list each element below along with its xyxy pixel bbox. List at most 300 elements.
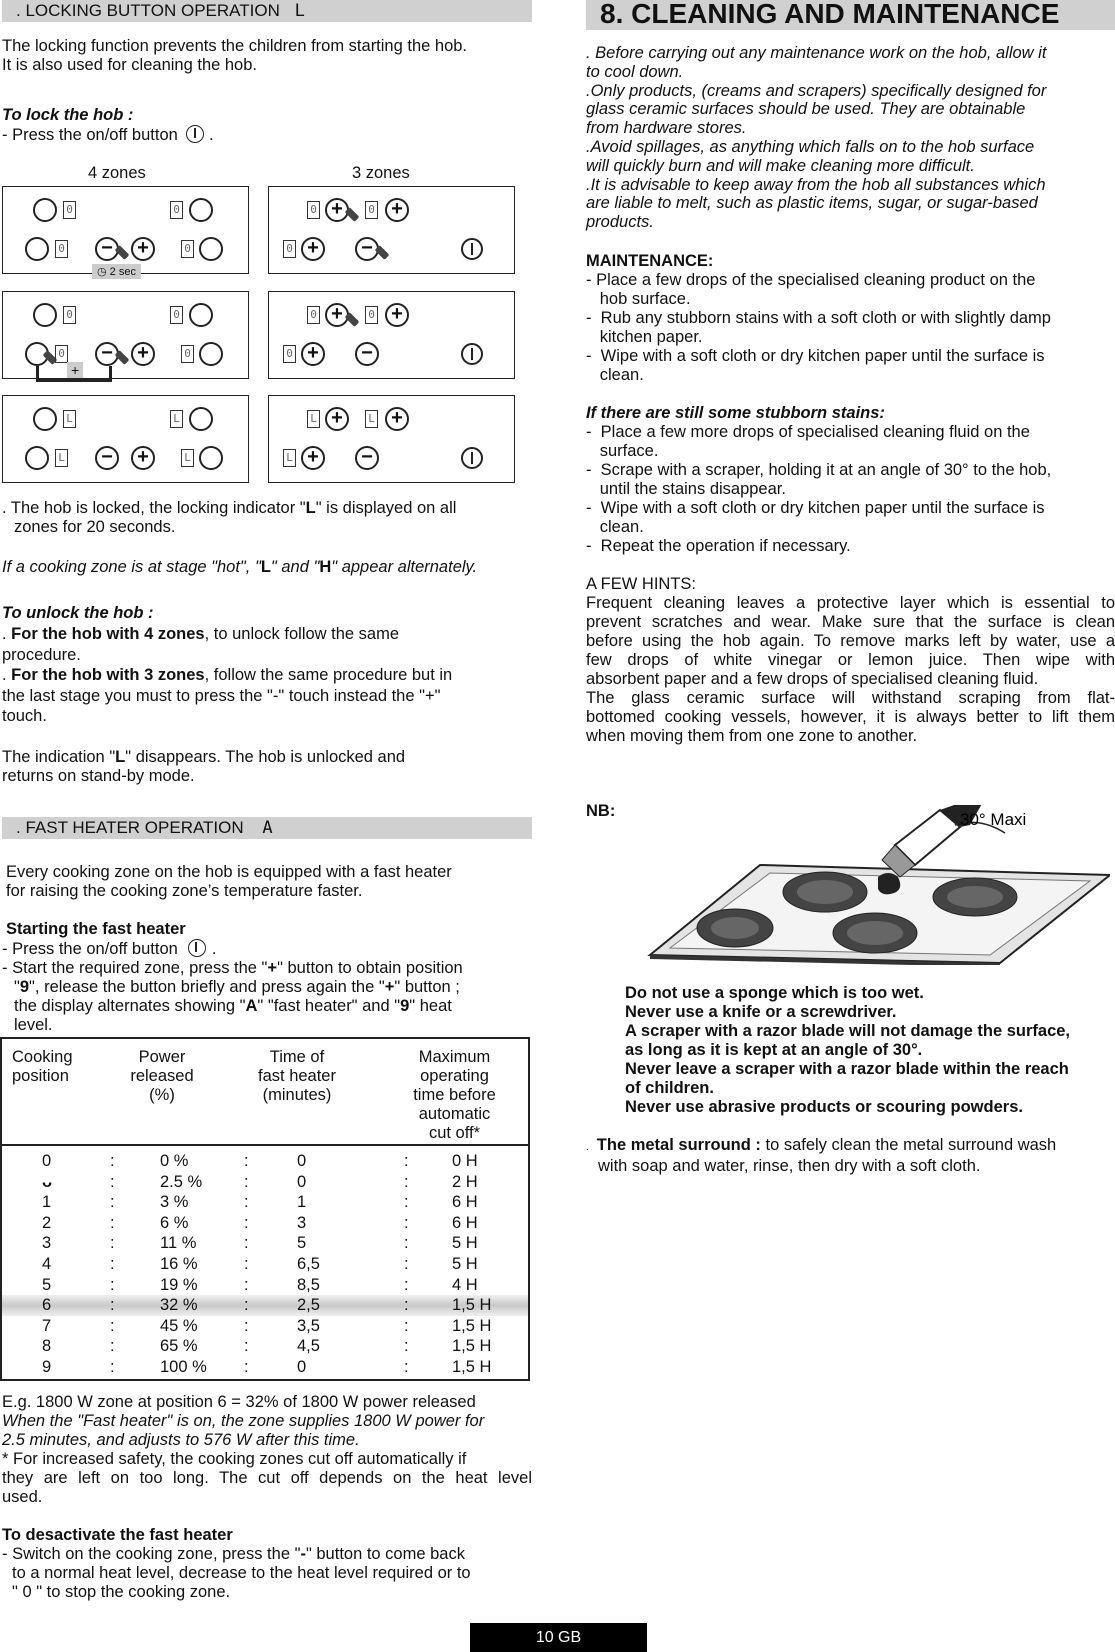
deactivate-heading: To desactivate the fast heater — [2, 1526, 233, 1544]
hot-note — [2, 558, 532, 577]
cell-time: 4,5 — [297, 1337, 320, 1356]
cell-separator: : — [110, 1213, 115, 1232]
warning-line: Do not use a sponge which is too wet. — [625, 984, 924, 1002]
zone-display: 0 — [307, 306, 320, 324]
cell-separator: : — [244, 1316, 249, 1335]
plus-symbol: + — [384, 978, 395, 996]
nb-heading: NB: — [586, 802, 616, 820]
zone-display: 0 — [307, 201, 320, 219]
plus-button-icon: + — [325, 407, 349, 431]
zone-ring-icon — [199, 446, 223, 470]
finger-press-icon — [115, 350, 130, 365]
stubborn-line: - Scrape with a scraper, holding it at an angle of 30° to the hob, — [586, 461, 1052, 479]
cell-time: 3 — [297, 1213, 307, 1232]
maintenance-line: kitchen paper. — [586, 328, 703, 346]
cell-separator: : — [404, 1172, 409, 1191]
fast-heater-indicator-icon: A — [262, 818, 273, 838]
precaution-line: to cool down. — [586, 62, 684, 81]
warning-line: Never use a knife or a screwdriver. — [625, 1003, 897, 1021]
unlock-heading: To unlock the hob : — [2, 604, 154, 622]
plus-button-icon: + — [301, 342, 325, 366]
table-row — [2, 1295, 528, 1316]
example-line: 2.5 minutes, and adjusts to 576 W after this time. — [2, 1431, 360, 1449]
lock-step-text: - Press the on/off button — [2, 126, 178, 144]
hints-heading: A FEW HINTS: — [586, 575, 697, 593]
cell-position: ᴗ — [42, 1172, 53, 1191]
hob-panel-3zones-step1 — [268, 186, 515, 274]
plus-button-icon: + — [131, 237, 155, 261]
header-line: Power — [138, 1048, 186, 1066]
unlock4-text: , to unlock follow the same — [204, 625, 400, 643]
zone-ring-icon — [189, 407, 213, 431]
hot-L: L — [260, 558, 271, 576]
zone-ring-icon — [33, 407, 57, 431]
maintenance-line: - Rub any stubborn stains with a soft cloth or with slightly damp — [586, 309, 1051, 327]
minus-button-icon: − — [355, 237, 379, 261]
hints-text — [586, 594, 1115, 746]
unlock-description — [2, 624, 532, 727]
metal-bold: The metal surround : — [596, 1136, 761, 1154]
cell-position: 9 — [42, 1357, 52, 1376]
cell-position: 5 — [42, 1275, 52, 1294]
step-text: - Press the on/off button — [2, 940, 178, 958]
hint-line: The glass ceramic surface will withstand scraping from flat- — [586, 689, 1115, 707]
cell-power: 100 % — [160, 1357, 207, 1376]
warning-line: A scraper with a razor blade will not damage the surface, — [625, 1022, 1071, 1040]
cell-separator: : — [404, 1316, 409, 1335]
cell-time: 2,5 — [297, 1296, 320, 1315]
cell-time: 3,5 — [297, 1316, 320, 1335]
precaution-line: .It is advisable to keep away from the hob all substances which — [586, 175, 1046, 194]
table-row — [2, 1275, 528, 1296]
deact-text: " button to come back — [305, 1545, 465, 1563]
cell-time: 0 — [297, 1152, 307, 1170]
cell-max-time: 1,5 H — [452, 1357, 492, 1376]
hint-line: few drops of white vinegar or lemon juice. Then wipe with — [586, 651, 1115, 669]
fast-heater-section-header — [2, 817, 532, 839]
hint-line: absorbent paper and a few drops of specialised cleaning fluid. — [586, 670, 1039, 688]
cell-separator: : — [110, 1254, 115, 1273]
indication-L: L — [115, 748, 126, 766]
cell-separator: : — [110, 1316, 115, 1335]
precaution-line: will quickly burn and will make cleaning more difficult. — [586, 156, 975, 175]
zone-ring-icon — [189, 198, 213, 222]
warning-line: Never use abrasive products or scouring powders. — [625, 1098, 1023, 1116]
minus-button-icon: − — [95, 237, 119, 261]
cleaning-section-header — [586, 0, 1115, 30]
nine-symbol: 9 — [400, 997, 410, 1015]
precautions — [586, 44, 1115, 232]
zone-display: 0 — [170, 306, 183, 324]
table-row — [2, 1172, 528, 1193]
cell-separator: : — [110, 1193, 115, 1212]
maintenance-heading: MAINTENANCE: — [586, 252, 714, 270]
precaution-line: glass ceramic surfaces should be used. They are obtainable — [586, 100, 1026, 119]
maintenance-list — [586, 271, 1115, 385]
zone-display: L — [307, 410, 320, 428]
header-line: cut off* — [428, 1124, 481, 1142]
indication-text — [2, 748, 532, 786]
power-icon — [461, 447, 483, 469]
cell-time: 8,5 — [297, 1275, 320, 1294]
A-symbol: A — [245, 997, 258, 1015]
zone-display: 0 — [170, 201, 183, 219]
safety-line: * For increased safety, the cooking zones cut off automatically if — [2, 1450, 467, 1468]
cell-separator: : — [244, 1193, 249, 1212]
cell-position: 7 — [42, 1316, 52, 1335]
locked-text: " is displayed on all — [315, 499, 457, 517]
cell-max-time: 5 H — [452, 1254, 478, 1273]
stubborn-line: clean. — [586, 518, 644, 536]
cell-power: 32 % — [160, 1296, 198, 1315]
lock-heading: To lock the hob : — [2, 106, 134, 124]
cell-separator: : — [244, 1337, 249, 1356]
indication-part: The indication " — [2, 748, 116, 766]
zone-display: L — [181, 449, 194, 467]
cell-separator: : — [244, 1254, 249, 1273]
cell-power: 65 % — [160, 1337, 198, 1356]
cell-separator: : — [404, 1296, 409, 1315]
header-line: released — [130, 1067, 194, 1085]
hint-line: prevent scratches and wear. Make sure that the surface is clean — [586, 613, 1115, 631]
locking-section-title: . LOCKING BUTTON OPERATION — [16, 1, 280, 20]
zones3-label: 3 zones — [352, 164, 410, 182]
stubborn-line: until the stains disappear. — [586, 480, 786, 498]
hint-line: when moving them from one zone to another. — [586, 727, 918, 745]
minus-button-icon: − — [95, 342, 119, 366]
zone-display: 0 — [283, 240, 296, 258]
cell-position: 4 — [42, 1254, 52, 1273]
example-block — [2, 1393, 532, 1507]
cell-power: 16 % — [160, 1254, 198, 1273]
intro-line: Every cooking zone on the hob is equipped with a fast heater — [6, 863, 452, 881]
lock-indicator-icon: L — [294, 1, 305, 21]
cell-separator: : — [110, 1337, 115, 1356]
header-line: Maximum — [418, 1048, 491, 1066]
intro-line: The locking function prevents the children from starting the hob. — [2, 37, 468, 55]
minus-button-icon: − — [355, 342, 379, 366]
plus-button-icon: + — [131, 446, 155, 470]
plus-button-icon: + — [131, 342, 155, 366]
zone-display: L — [63, 410, 76, 428]
cell-separator: : — [110, 1172, 115, 1191]
zone-ring-icon — [199, 342, 223, 366]
cell-separator: : — [404, 1152, 409, 1170]
warning-line: as long as it is kept at an angle of 30°. — [625, 1041, 923, 1059]
locked-L: L — [305, 499, 316, 517]
cell-power: 19 % — [160, 1275, 198, 1294]
maintenance-line: - Place a few drops of the specialised cleaning product on the — [586, 271, 1036, 289]
cell-max-time: 1,5 H — [452, 1296, 492, 1315]
zone-ring-icon — [189, 303, 213, 327]
deactivate-steps — [2, 1545, 532, 1602]
table-header-cooking — [12, 1048, 92, 1086]
zone-ring-icon — [25, 237, 49, 261]
zone-display: 0 — [365, 306, 378, 324]
bullet: . — [2, 625, 12, 643]
unlock4-bold: For the hob with 4 zones — [11, 625, 205, 643]
bullet: . — [586, 1142, 589, 1153]
timer-badge-text: 2 sec — [109, 266, 136, 278]
indication-part: returns on stand-by mode. — [2, 767, 195, 785]
cell-max-time: 1,5 H — [452, 1337, 492, 1356]
table-row — [2, 1357, 528, 1378]
zones4-label: 4 zones — [88, 164, 146, 182]
unlock3-bold: For the hob with 3 zones — [11, 666, 205, 684]
hot-text: " appear alternately. — [331, 558, 478, 576]
angle-label: 30° Maxi — [960, 810, 1027, 829]
plus-button-icon: + — [325, 303, 349, 327]
zone-display: 0 — [181, 345, 194, 363]
safety-line: used. — [2, 1488, 43, 1506]
deact-text: " 0 " to stop the cooking zone. — [12, 1583, 231, 1601]
header-line: Cooking — [12, 1048, 73, 1066]
page-number: 10 GB — [470, 1623, 647, 1652]
power-icon — [461, 238, 483, 260]
cell-time: 1 — [297, 1193, 307, 1212]
intro-line: for raising the cooking zone’s temperature faster. — [6, 882, 363, 900]
start-heading: Starting the fast heater — [6, 920, 186, 938]
cell-separator: : — [244, 1213, 249, 1232]
zone-display: 0 — [63, 201, 76, 219]
metal-text: with soap and water, rinse, then dry with a soft cloth. — [598, 1157, 981, 1175]
cell-separator: : — [404, 1275, 409, 1294]
table-header-maximum — [397, 1048, 512, 1143]
header-line: (%) — [149, 1086, 175, 1104]
zone-display: 0 — [283, 345, 296, 363]
cell-separator: : — [110, 1275, 115, 1294]
bullet: . — [2, 666, 12, 684]
cell-separator: : — [110, 1296, 115, 1315]
scraper-illustration — [610, 805, 1110, 965]
table-row — [2, 1233, 528, 1254]
minus-symbol: - — [300, 1545, 306, 1563]
locked-text: zones for 20 seconds. — [14, 518, 176, 536]
table-body — [2, 1151, 528, 1378]
cell-separator: : — [244, 1357, 249, 1376]
safety-line: they are left on too long. The cut off depends on the heat level — [2, 1469, 532, 1487]
header-line: time before — [413, 1086, 496, 1104]
indication-part: " disappears. The hob is unlocked and — [125, 748, 406, 766]
deact-text: to a normal heat level, decrease to the heat level required or to — [12, 1564, 471, 1582]
step-text: " "fast heater" and " — [257, 997, 401, 1015]
stubborn-line: - Wipe with a soft cloth or dry kitchen paper until the surface is — [586, 499, 1045, 517]
cell-separator: : — [404, 1254, 409, 1273]
header-line: (minutes) — [262, 1086, 332, 1104]
stain-icon — [878, 873, 900, 894]
cell-max-time: 5 H — [452, 1234, 478, 1253]
zone-display: L — [283, 449, 296, 467]
plus-button-icon: + — [385, 198, 409, 222]
cell-separator: : — [404, 1357, 409, 1376]
step-text: - Start the required zone, press the " — [2, 959, 268, 977]
hob-panel-4zones-step1 — [2, 186, 249, 274]
metal-text: to safely clean the metal surround wash — [765, 1136, 1057, 1154]
cell-max-time: 6 H — [452, 1193, 478, 1212]
step-text: . — [211, 940, 217, 958]
precaution-line: . Before carrying out any maintenance work on the hob, allow it — [586, 44, 1047, 62]
plus-button-icon: + — [385, 407, 409, 431]
finger-press-icon — [375, 245, 390, 260]
precaution-line: .Only products, (creams and scrapers) specifically designed for — [586, 81, 1047, 100]
hot-text: " and " — [270, 558, 320, 576]
header-line: operating — [420, 1067, 489, 1085]
zone-display: 0 — [365, 201, 378, 219]
plus-symbol: + — [267, 959, 278, 977]
step-text: the display alternates showing " — [14, 997, 246, 1015]
step-text: level. — [14, 1016, 53, 1034]
zone-ring-icon — [33, 198, 57, 222]
cell-position: 0 — [42, 1152, 52, 1170]
plus-button-icon: + — [301, 237, 325, 261]
cell-time: 0 — [297, 1172, 307, 1191]
zone-display: 0 — [63, 306, 76, 324]
unlock3-text: , follow the same procedure but in — [204, 666, 453, 684]
header-line: fast heater — [258, 1067, 336, 1085]
header-line: Time of — [269, 1048, 325, 1066]
clock-icon: ◷ — [97, 266, 110, 278]
step-text: " heat — [409, 997, 452, 1015]
cell-separator: : — [244, 1172, 249, 1191]
step-text: " button to obtain position — [277, 959, 463, 977]
precaution-line: .Avoid spillages, as anything which falls on to the hob surface — [586, 137, 1035, 156]
hot-text: If a cooking zone is at stage "hot", " — [2, 558, 261, 576]
plus-button-icon: + — [385, 303, 409, 327]
cell-position: 1 — [42, 1193, 52, 1212]
cell-position: 3 — [42, 1234, 52, 1253]
cell-position: 6 — [42, 1296, 52, 1315]
plus-button-icon: + — [301, 446, 325, 470]
fast-intro — [6, 863, 526, 901]
minus-button-icon: − — [95, 446, 119, 470]
cell-position: 8 — [42, 1337, 52, 1356]
hob-panel-4zones-locked — [2, 395, 249, 483]
header-line: automatic — [418, 1105, 491, 1123]
power-icon — [461, 343, 483, 365]
stubborn-list — [586, 423, 1115, 556]
cell-separator: : — [404, 1234, 409, 1253]
cell-power: 6 % — [160, 1213, 189, 1232]
cell-separator: : — [110, 1234, 115, 1253]
zone-ring-icon — [25, 446, 49, 470]
timer-badge — [92, 264, 141, 279]
locked-description — [2, 499, 532, 537]
locked-text: . The hob is locked, the locking indicator " — [2, 499, 306, 517]
cell-separator: : — [244, 1275, 249, 1294]
table-header-time — [242, 1048, 352, 1105]
plus-button-icon: + — [325, 198, 349, 222]
hint-line: bottomed cooking vessels, however, it is always better to lift them — [586, 708, 1115, 726]
cell-separator: : — [404, 1213, 409, 1232]
finger-press-icon — [345, 312, 360, 327]
cell-separator: : — [244, 1152, 249, 1170]
precaution-line: are liable to melt, such as plastic items, sugar, or sugar-based — [586, 194, 1038, 213]
warning-line: of children. — [625, 1079, 714, 1097]
hot-H: H — [319, 558, 332, 576]
fast-heater-title: . FAST HEATER OPERATION — [16, 818, 244, 837]
cleaning-title: 8. CLEANING AND MAINTENANCE — [600, 0, 1060, 29]
metal-surround-note — [586, 1136, 1115, 1176]
cell-max-time: 1,5 H — [452, 1316, 492, 1335]
table-header-power — [112, 1048, 212, 1105]
unlock3-text: the last stage you must to press the "-" touch instead the "+" — [2, 686, 441, 705]
cell-time: 5 — [297, 1234, 307, 1253]
cell-power: 45 % — [160, 1316, 198, 1335]
example-line: When the "Fast heater" is on, the zone supplies 1800 W power for — [2, 1412, 485, 1430]
stubborn-line: - Repeat the operation if necessary. — [586, 537, 851, 555]
table-row — [2, 1151, 528, 1172]
cell-power: 11 % — [160, 1234, 197, 1253]
table-header-divider — [2, 1144, 528, 1146]
cell-separator: : — [110, 1152, 115, 1170]
example-line: E.g. 1800 W zone at position 6 = 32% of 1800 W power released — [2, 1393, 476, 1411]
zone-ring-icon — [33, 303, 57, 327]
cell-power: 0 % — [160, 1152, 189, 1170]
step-text: ", release the button briefly and press again the " — [29, 978, 385, 996]
hob-panel-3zones-step2 — [268, 291, 515, 379]
intro-line: It is also used for cleaning the hob. — [2, 56, 257, 74]
cell-separator: : — [244, 1296, 249, 1315]
stubborn-heading: If there are still some stubborn stains: — [586, 404, 885, 422]
plus-badge — [36, 362, 112, 382]
cell-power: 3 % — [160, 1193, 189, 1212]
cell-separator: : — [404, 1337, 409, 1356]
locking-intro — [2, 37, 522, 75]
fast-heater-table — [0, 1037, 530, 1381]
hint-line: Frequent cleaning leaves a protective layer which is essential to — [586, 594, 1115, 612]
warnings-list — [625, 984, 1115, 1117]
unlock4-text: procedure. — [2, 645, 81, 664]
cell-separator: : — [404, 1193, 409, 1212]
warning-line: Never leave a scraper with a razor blade within the reach — [625, 1060, 1069, 1078]
table-row — [2, 1192, 528, 1213]
cell-power: 2.5 % — [160, 1172, 203, 1191]
minus-button-icon: − — [355, 446, 379, 470]
step-text: " — [14, 978, 20, 996]
cell-separator: : — [244, 1234, 249, 1253]
cell-separator: : — [110, 1357, 115, 1376]
cell-max-time: 0 H — [452, 1152, 478, 1170]
table-row — [2, 1213, 528, 1234]
precaution-line: products. — [586, 213, 654, 232]
cell-time: 6,5 — [297, 1254, 320, 1273]
hint-line: before using the hob again. To remove marks left by water, use a — [586, 632, 1115, 650]
table-row — [2, 1336, 528, 1357]
cell-time: 0 — [297, 1357, 307, 1376]
step-text: " button ; — [394, 978, 460, 996]
hob-panel-3zones-locked — [268, 395, 515, 483]
zone-display: L — [55, 449, 68, 467]
cell-position: 2 — [42, 1213, 52, 1232]
power-icon — [186, 125, 204, 143]
start-steps — [2, 939, 532, 1035]
lock-step — [2, 125, 214, 145]
table-row — [2, 1254, 528, 1275]
unlock3-text: touch. — [2, 707, 47, 725]
cell-max-time: 2 H — [452, 1172, 478, 1191]
table-row — [2, 1316, 528, 1337]
zone-ring-icon — [199, 237, 223, 261]
locking-section-header — [2, 0, 532, 22]
plus-badge-text: + — [67, 362, 83, 378]
lock-step-end: . — [209, 126, 214, 144]
stubborn-line: surface. — [586, 442, 659, 460]
deact-text: - Switch on the cooking zone, press the " — [2, 1545, 301, 1563]
finger-press-icon — [115, 245, 130, 260]
finger-press-icon — [345, 207, 360, 222]
zone-display: 0 — [55, 240, 68, 258]
precaution-line: from hardware stores. — [586, 119, 747, 138]
